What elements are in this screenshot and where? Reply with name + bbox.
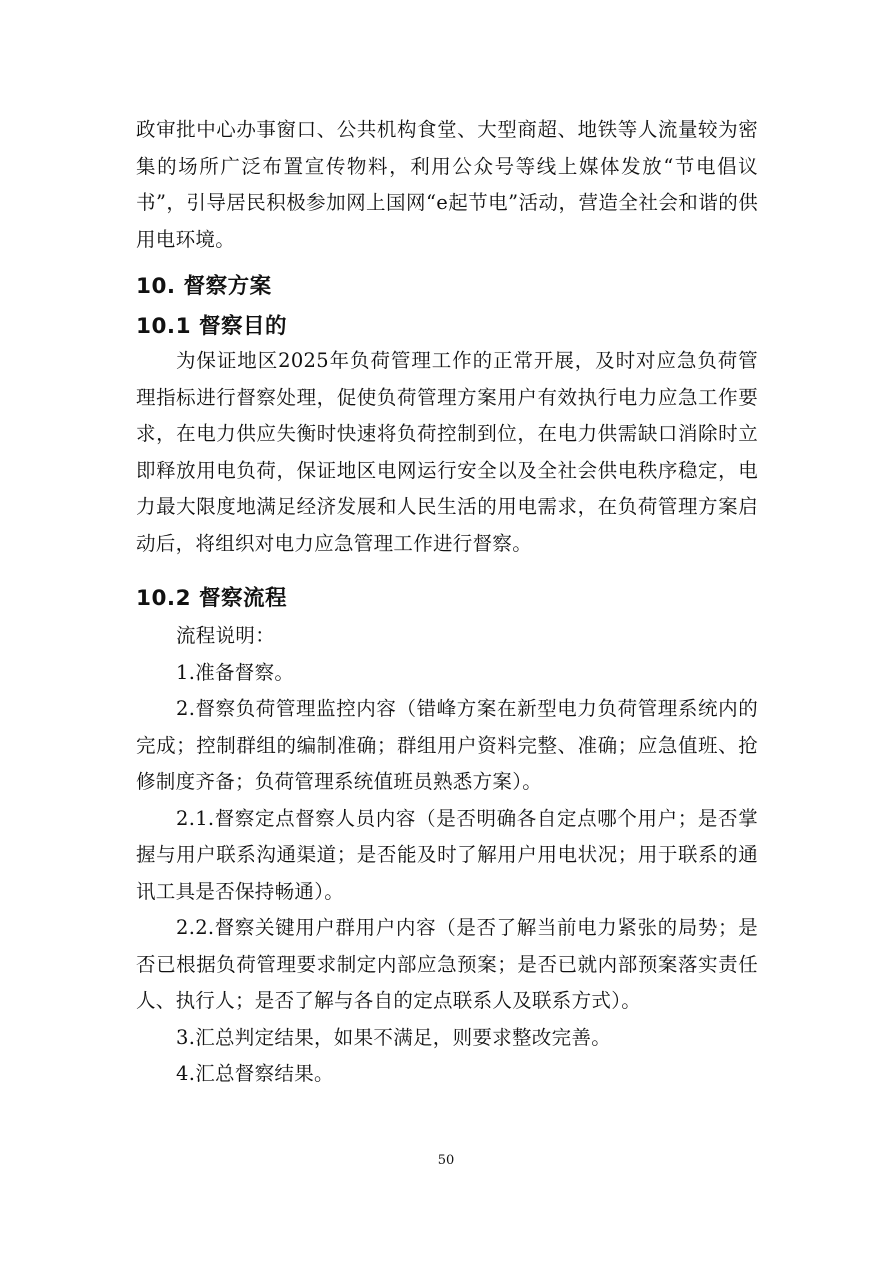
section-10-2-body — [136, 618, 758, 1093]
section-heading-10-1: 10.1 督察目的 — [136, 314, 288, 339]
flow-step-2: 2.督察负荷管理监控内容（错峰方案在新型电力负荷管理系统内的完成；控制群组的编制准确；群组用户资料完整、准确；应急值班、抢修制度齐备；负荷管理系统值班员熟悉方案）。 — [136, 697, 758, 793]
continued-paragraph — [136, 112, 758, 258]
flow-intro: 流程说明： — [176, 624, 276, 647]
page-number: 50 — [437, 1153, 455, 1168]
paragraph-publicity: 政审批中心办事窗口、公共机构食堂、大型商超、地铁等人流量较为密集的场所广泛布置宣传物料，利用公众号等线上媒体发放“节电倡议书”，引导居民积极参加网上国网“e起节电”活动，营造全社会和谐的供用电环境。 — [136, 118, 758, 251]
flow-step-3: 3.汇总判定结果，如果不满足，则要求整改完善。 — [176, 1025, 612, 1049]
flow-step-4: 4.汇总督察结果。 — [176, 1062, 334, 1085]
paragraph-purpose: 为保证地区2025年负荷管理工作的正常开展，及时对应急负荷管理指标进行督察处理，促使负荷管理方案用户有效执行电力应急工作要求，在电力供应失衡时快速将负荷控制到位，在电力供需缺口消除时立即释放用电负荷，保证地区电网运行安全以及全社会供电秩序稳定，电力最大限度地满足经济发展和人民生活的用电需求，在负荷管理方案启动后，将组织对电力应急管理工作进行督察。 — [136, 349, 758, 555]
section-heading-10: 10. 督察方案 — [136, 274, 272, 299]
flow-step-1: 1.准备督察。 — [176, 660, 295, 684]
flow-step-2-1: 2.1.督察定点督察人员内容（是否明确各自定点哪个用户；是否掌握与用户联系沟通渠道；是否能及时了解用户用电状况；用于联系的通讯工具是否保持畅通）。 — [136, 806, 758, 903]
section-heading-10-2: 10.2 督察流程 — [136, 586, 288, 611]
section-10-1-body — [136, 343, 758, 562]
flow-step-2-2: 2.2.督察关键用户群用户内容（是否了解当前电力紧张的局势；是否已根据负荷管理要求制定内部应急预案；是否已就内部预案落实责任人、执行人；是否了解与各自的定点联系人及联系方式）。 — [136, 916, 758, 1012]
